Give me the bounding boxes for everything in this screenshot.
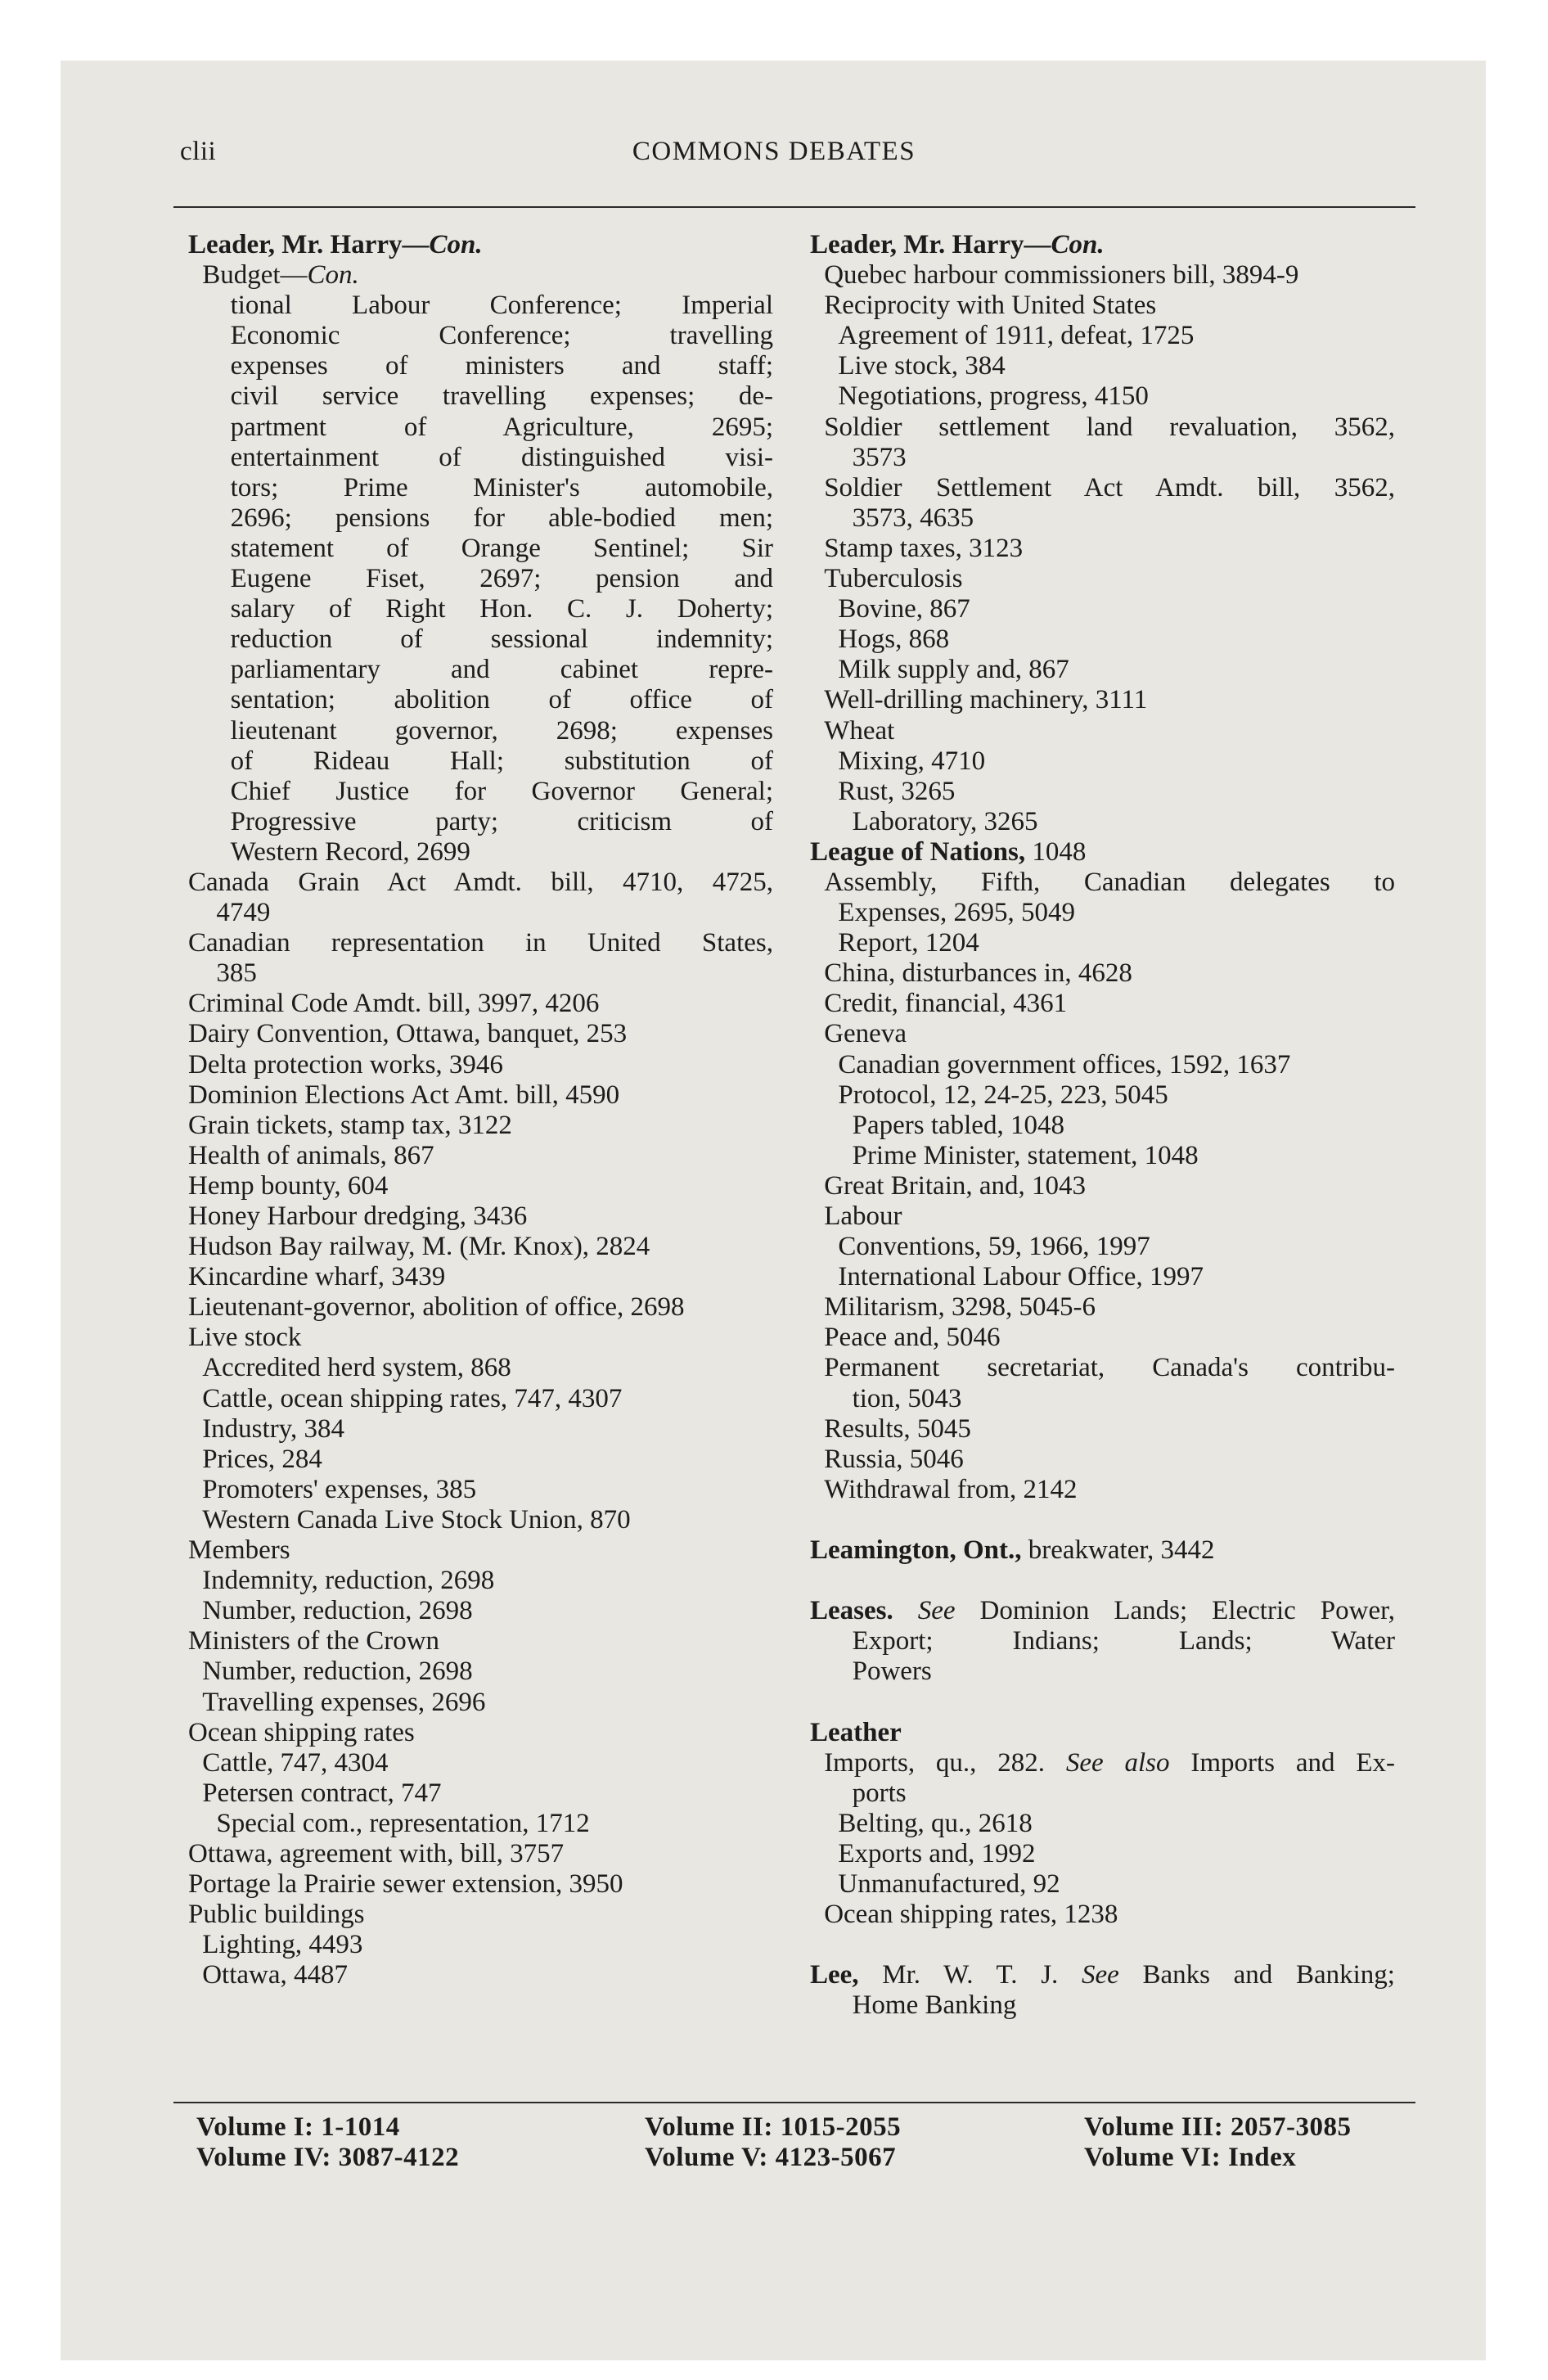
index-subentry: of Rideau Hall; substitution of (230, 746, 773, 776)
index-subentry: International Labour Office, 1997 (838, 1262, 1204, 1292)
index-subentry: Papers tabled, 1048 (852, 1110, 1064, 1140)
index-subentry: salary of Right Hon. C. J. Doherty; (230, 594, 773, 624)
index-subentry: Indemnity, reduction, 2698 (202, 1566, 495, 1596)
index-subentry: Progressive party; criticism of (230, 806, 773, 836)
index-subentry: tion, 5043 (852, 1383, 962, 1413)
index-heading: Members (188, 1535, 290, 1566)
index-subentry: ports (852, 1778, 907, 1808)
index-subentry: Industry, 384 (202, 1413, 345, 1444)
index-subentry: sentation; abolition of office of (230, 685, 773, 715)
index-heading: Ocean shipping rates (188, 1717, 415, 1747)
index-subentry: tors; Prime Minister's automobile, (230, 472, 773, 503)
index-heading: Leader, Mr. Harry—Con. (188, 230, 483, 259)
header-rule (173, 206, 1415, 208)
index-heading: Dairy Convention, Ottawa, banquet, 253 (188, 1019, 628, 1049)
index-subentry: Mixing, 4710 (838, 746, 986, 776)
index-subentry: Chief Justice for Governor General; (230, 776, 773, 806)
index-subentry: Withdrawal from, 2142 (824, 1474, 1078, 1504)
index-subentry: Economic Conference; travelling (230, 321, 773, 351)
index-subentry: Special com., representation, 1712 (216, 1808, 590, 1838)
index-heading: Canada Grain Act Amdt. bill, 4710, 4725, (188, 867, 773, 897)
volume-range: Volume VI: Index (1084, 2143, 1297, 2172)
index-subentry: Bovine, 867 (838, 594, 970, 624)
index-subentry: Geneva (824, 1019, 907, 1049)
index-heading: Hemp bounty, 604 (188, 1170, 389, 1201)
index-subentry: Rust, 3265 (838, 776, 956, 806)
index-heading: Dominion Elections Act Amt. bill, 4590 (188, 1080, 620, 1110)
index-subentry: Russia, 5046 (824, 1444, 964, 1474)
index-subentry: Soldier Settlement Act Amdt. bill, 3562, (824, 472, 1395, 503)
index-heading: Portage la Prairie sewer extension, 3950 (188, 1869, 623, 1900)
index-subentry: Petersen contract, 747 (202, 1778, 442, 1808)
index-subentry: Soldier settlement land revaluation, 3562, (824, 412, 1395, 442)
volume-range: Volume IV: 3087-4122 (196, 2143, 460, 2172)
index-subentry: Promoters' expenses, 385 (202, 1474, 477, 1504)
index-column-right (810, 230, 1395, 2022)
index-subentry: Prices, 284 (202, 1444, 322, 1474)
index-heading: Live stock (188, 1323, 302, 1353)
index-subentry: China, disturbances in, 4628 (824, 958, 1132, 989)
index-subentry: Prime Minister, statement, 1048 (852, 1140, 1199, 1170)
index-subentry: 3573, 4635 (852, 503, 974, 533)
index-heading: Kincardine wharf, 3439 (188, 1262, 446, 1292)
index-subentry: Milk supply and, 867 (838, 655, 1069, 685)
index-subentry: expenses of ministers and staff; (230, 351, 773, 381)
index-subentry: parliamentary and cabinet repre- (230, 655, 773, 685)
index-subentry: Belting, qu., 2618 (838, 1808, 1033, 1838)
index-heading: Criminal Code Amdt. bill, 3997, 4206 (188, 989, 600, 1019)
volume-range: Volume I: 1-1014 (196, 2112, 400, 2142)
index-subentry: Report, 1204 (838, 928, 979, 958)
index-subentry: 4749 (216, 898, 271, 928)
index-subentry: lieutenant governor, 2698; expenses (230, 715, 773, 746)
index-subentry: 385 (216, 958, 257, 989)
index-subentry: civil service travelling expenses; de- (230, 381, 773, 412)
index-heading: Lieutenant-governor, abolition of office, 2698 (188, 1292, 685, 1323)
index-subentry: Tuberculosis (824, 564, 963, 594)
index-subentry: 3573 (852, 442, 907, 472)
index-subentry: Assembly, Fifth, Canadian delegates to (824, 867, 1395, 897)
index-subentry: Number, reduction, 2698 (202, 1596, 473, 1626)
index-heading: Delta protection works, 3946 (188, 1049, 503, 1080)
index-heading: Grain tickets, stamp tax, 3122 (188, 1110, 512, 1140)
index-heading: Public buildings (188, 1900, 365, 1930)
index-heading: Leader, Mr. Harry—Con. (810, 230, 1105, 259)
index-subentry: tional Labour Conference; Imperial (230, 291, 773, 321)
index-subentry: statement of Orange Sentinel; Sir (230, 533, 773, 563)
index-column-left (188, 230, 773, 1990)
volume-range: Volume III: 2057-3085 (1084, 2112, 1352, 2142)
index-subentry: Great Britain, and, 1043 (824, 1170, 1087, 1201)
index-subentry: Well-drilling machinery, 3111 (824, 685, 1148, 715)
page-number: clii (180, 137, 217, 166)
index-subentry: Labour (824, 1201, 902, 1231)
index-subentry: Eugene Fiset, 2697; pension and (230, 564, 773, 594)
index-subentry: Lighting, 4493 (202, 1930, 363, 1960)
index-heading: League of Nations, 1048 (810, 836, 1087, 867)
index-subentry: Cattle, ocean shipping rates, 747, 4307 (202, 1383, 623, 1413)
index-heading: Lee, Mr. W. T. J. See Banks and Banking; (810, 1960, 1395, 1990)
index-subentry: Expenses, 2695, 5049 (838, 898, 1076, 928)
index-subentry: Agreement of 1911, defeat, 1725 (838, 321, 1195, 351)
index-subentry: reduction of sessional indemnity; (230, 624, 773, 655)
footer-rule (173, 2102, 1415, 2103)
volume-range: Volume II: 1015-2055 (645, 2112, 902, 2142)
index-subentry: Cattle, 747, 4304 (202, 1747, 389, 1778)
spacer (810, 1566, 1395, 1596)
index-subentry: Home Banking (852, 1990, 1017, 2021)
index-subentry: Wheat (824, 715, 895, 746)
index-subentry: Travelling expenses, 2696 (202, 1687, 486, 1717)
index-subentry: Stamp taxes, 3123 (824, 533, 1024, 563)
index-subentry: Reciprocity with United States (824, 291, 1157, 321)
index-subentry: Permanent secretariat, Canada's contribu- (824, 1353, 1395, 1383)
index-heading: Honey Harbour dredging, 3436 (188, 1201, 528, 1231)
index-heading: Health of animals, 867 (188, 1140, 434, 1170)
spacer (810, 1505, 1395, 1535)
index-subentry: 2696; pensions for able-bodied men; (230, 503, 773, 533)
index-heading: Leather (810, 1717, 902, 1747)
index-subentry: Western Canada Live Stock Union, 870 (202, 1504, 631, 1535)
index-subentry: Results, 5045 (824, 1413, 971, 1444)
index-subentry: Number, reduction, 2698 (202, 1657, 473, 1687)
index-subentry: Live stock, 384 (838, 351, 1006, 381)
index-subentry: Conventions, 59, 1966, 1997 (838, 1232, 1150, 1262)
running-head: COMMONS DEBATES (632, 137, 916, 166)
index-heading: Leamington, Ont., breakwater, 3442 (810, 1535, 1215, 1566)
index-subentry: Peace and, 5046 (824, 1323, 1001, 1353)
index-subentry: Militarism, 3298, 5045-6 (824, 1292, 1096, 1323)
index-subentry: entertainment of distinguished visi- (230, 442, 773, 472)
index-subentry: Protocol, 12, 24-25, 223, 5045 (838, 1080, 1168, 1110)
index-subentry: Canadian government offices, 1592, 1637 (838, 1049, 1291, 1080)
index-subentry: partment of Agriculture, 2695; (230, 412, 773, 442)
index-subentry: Ocean shipping rates, 1238 (824, 1900, 1118, 1930)
index-subentry: Export; Indians; Lands; Water (852, 1626, 1395, 1657)
index-subentry: Hogs, 868 (838, 624, 950, 655)
index-subentry: Accredited herd system, 868 (202, 1353, 511, 1383)
index-subentry: Ottawa, 4487 (202, 1960, 348, 1990)
index-heading: Canadian representation in United States, (188, 928, 773, 958)
spacer (810, 1688, 1395, 1718)
volume-range: Volume V: 4123-5067 (645, 2143, 897, 2172)
index-subentry: Laboratory, 3265 (852, 806, 1038, 836)
index-heading: Ministers of the Crown (188, 1626, 440, 1657)
index-subentry: Budget—Con. (202, 260, 359, 291)
spacer (810, 1930, 1395, 1960)
index-heading: Ottawa, agreement with, bill, 3757 (188, 1838, 565, 1868)
index-subentry: Powers (852, 1657, 932, 1687)
index-subentry: Western Record, 2699 (230, 836, 470, 867)
index-heading: Hudson Bay railway, M. (Mr. Knox), 2824 (188, 1232, 650, 1262)
index-heading: Leases. See Dominion Lands; Electric Power, (810, 1596, 1395, 1626)
index-subentry: Imports, qu., 282. See also Imports and Ex- (824, 1747, 1395, 1778)
index-subentry: Quebec harbour commissioners bill, 3894-9 (824, 260, 1299, 291)
index-subentry: Credit, financial, 4361 (824, 989, 1068, 1019)
index-subentry: Negotiations, progress, 4150 (838, 381, 1149, 412)
index-subentry: Exports and, 1992 (838, 1838, 1036, 1868)
index-subentry: Unmanufactured, 92 (838, 1869, 1060, 1900)
